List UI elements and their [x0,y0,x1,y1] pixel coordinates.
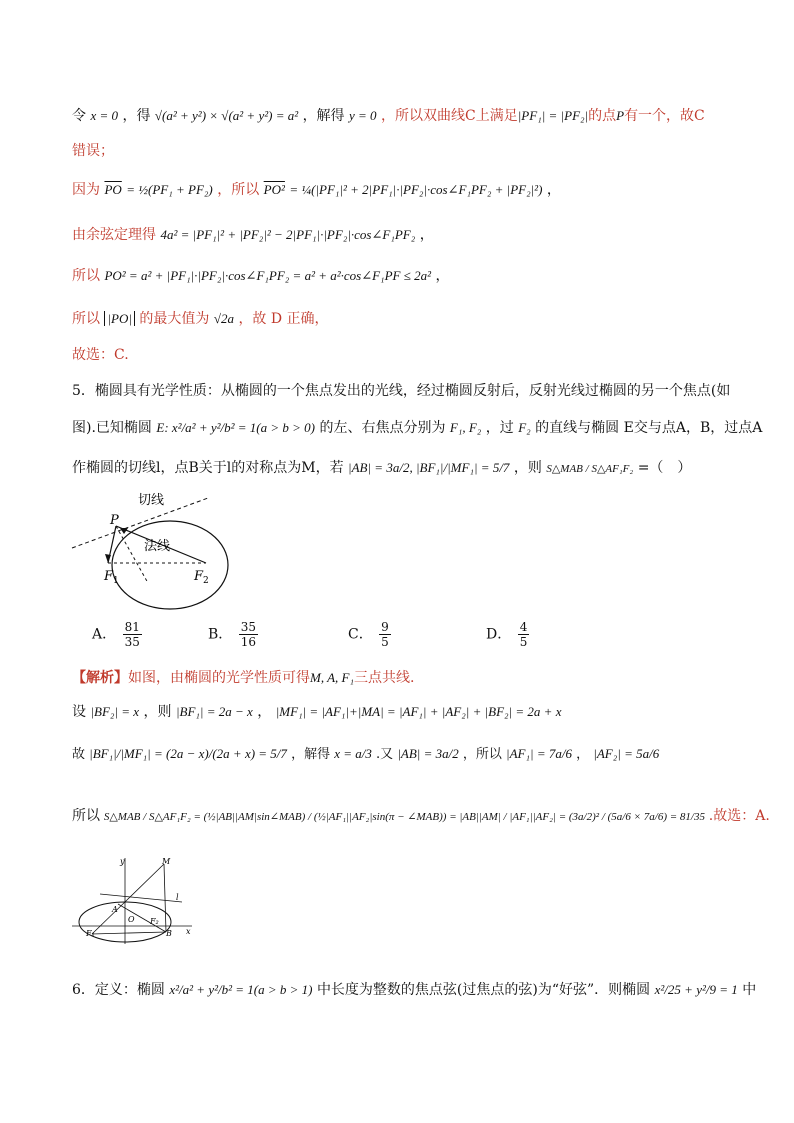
point-f2-label: F₂ [150,917,159,926]
line-f1-b [92,932,166,934]
formula: |AB| = 3a/2 [397,746,459,761]
point-m-label: M [162,857,171,866]
choice-label: D． [486,626,512,643]
choice-c [348,620,393,649]
formula: |BF₁| = 2a − x [175,704,253,719]
solution-line-5 [72,266,449,286]
y-label: y [120,857,125,866]
text: ，解得 [302,108,345,124]
text: ，所以 [462,747,502,762]
formula: M, A, F₁ [310,670,354,685]
text: 故 [72,747,86,762]
text: 令 [72,108,86,124]
text: 的最大值为 [139,311,210,327]
tangent-l [100,894,182,902]
text: ， [419,227,434,243]
formula: x = a/3 [334,746,372,761]
text: 三点共线. [354,670,415,686]
normal-label: 法线 [144,539,171,554]
text: .故选：A. [708,808,770,824]
text: ， [576,747,590,762]
text: 由余弦定理得 [72,227,156,243]
solution-figure [70,856,200,946]
formula: |MF₁| = |AF₁|+|MA| = |AF₁| + |AF₂| + |BF₂| = 2a + x [275,704,562,719]
formula: √(a² + y²) × √(a² + y²) = a² [154,108,299,123]
formula: F₁, F₂ [449,420,482,435]
text: 所以 [72,268,100,284]
formula: = ½(PF₁ + PF₂) [126,182,213,197]
formula: x²/a² + y²/b² = 1(a > b > 1) [169,982,313,997]
analysis-line-1 [72,668,414,688]
choice-label: C． [348,626,373,643]
line-m-b [164,864,166,932]
numerator: 4 [519,620,528,634]
text: .又 [376,747,394,762]
point-a-label: A [112,905,118,914]
fraction [379,620,391,649]
text: 所以 [72,311,100,327]
text: 中 [742,982,757,998]
text: 有一个，故C [624,108,705,124]
text: 作椭圆的切线l，点B关于l的对称点为M，若 [72,460,344,476]
fraction [239,620,258,649]
point-f2-subscript: 2 [203,576,209,586]
tangent-label: 切线 [138,493,165,508]
fraction [518,620,530,649]
formula: 4a² = |PF₁|² + |PF₂|² − 2|PF₁|·|PF₂|·cos∠F₁PF₂ [160,227,416,242]
text: 的直线与椭圆 [535,420,620,436]
point-f1-subscript: 1 [113,576,119,586]
solution-line-1 [72,106,705,126]
formula: |AF₁| = 7a/6 [506,746,572,761]
formula: |PO| [104,311,134,326]
text: ， [257,704,272,720]
numerator: 81 [124,620,140,634]
formula: x²/25 + y²/9 = 1 [654,982,738,997]
text: 中长度为整数的焦点弦(过焦点的弦)为“好弦”．则椭圆 [316,982,651,998]
solution-line-3 [72,180,561,200]
formula: √2a [213,311,234,326]
text: ，则 [513,460,542,476]
analysis-line-2 [72,702,561,722]
vector: $\overline{PO}$ [104,182,122,197]
choice-d [486,620,531,649]
denominator: 35 [124,635,140,649]
point-b-label: B [166,929,172,938]
analysis-heading: 【解析】 [72,670,128,686]
formula: S△MAB / S△AF₁F₂ = (½|AB||AM|sin∠MAB) / (½|AF₁||AF₂|sin(π − ∠MAB)) = |AB||AM| / |AF₁||AF₂| = (3a/2)² / (5a/6 × 7a/6) = 81/35 [103,811,705,823]
formula: = ¼(|PF₁|² + 2|PF₁|·|PF₂|·cos∠F₁PF₂ + |PF₂|²) [289,182,543,197]
line-l-label: l [176,893,179,902]
numerator: 35 [240,620,257,634]
text: ，得 [122,108,151,124]
denominator: 5 [519,635,528,649]
text: 因为 [72,182,100,198]
text: ，故 D 正确， [238,311,329,327]
x-label: x [186,927,191,936]
choice-label: A． [92,626,117,643]
text: 的左、右焦点分别为 [319,420,446,436]
text: ， [546,182,561,198]
formula: |AB| = 3a/2, |BF₁|/|MF₁| = 5/7 [348,460,510,475]
text: 6．定义：椭圆 [72,982,165,998]
solution-line-4 [72,225,434,245]
choice-b [208,620,260,649]
text: ，所以双曲线C上满足 [381,108,518,124]
origin-label: O [128,915,135,924]
vector: PO² [263,182,285,197]
text: ， [435,268,450,284]
formula: S△MAB / S△AF₁F₂ [546,463,634,475]
formula: y = 0 [349,108,377,123]
text: 设 [72,704,86,720]
text: ，所以 [217,182,260,198]
choice-a [92,620,144,649]
text: 的点 [588,108,617,124]
formula: P [616,108,625,123]
formula: |AF₂| = 5a/6 [593,746,660,761]
arrow-head [105,554,111,563]
fraction [123,620,142,649]
text: 如图，由椭圆的光学性质可得 [128,670,310,686]
ellipse [112,521,228,609]
normal-line [116,526,148,583]
text: ，解得 [291,747,331,762]
denominator: 5 [381,635,389,649]
denominator: 16 [240,635,257,649]
solution-line-6 [72,309,329,329]
solution-line-2: 错误； [72,143,114,159]
formula: F₂ [518,420,531,435]
text: 所以 [72,808,100,824]
text: ，过 [485,420,514,436]
choice-label: B． [208,626,233,643]
formula: |BF₂| = x [90,704,140,719]
point-f1-label: F [104,569,114,584]
formula: |PF₁| = |PF₂| [517,108,589,123]
ellipse-optics-figure [68,488,238,613]
question-5-line-2 [72,418,762,438]
question-6-line-1 [72,980,756,1000]
text: ，则 [143,704,172,720]
formula: E: x²/a² + y²/b² = 1(a > b > 0) [156,420,315,435]
analysis-line-4 [72,806,770,827]
question-5-line-1: 5．椭圆具有光学性质：从椭圆的一个焦点发出的光线，经过椭圆反射后，反射光线过椭圆的另一个焦点(如 [72,383,731,399]
analysis-line-3 [72,744,659,765]
point-f2-label: F [194,569,204,584]
formula: |BF₁|/|MF₁| = (2a − x)/(2a + x) = 5/7 [89,746,287,761]
point-f1-label: F₁ [86,929,95,938]
point-p-label: P [110,513,119,528]
answer-line: 故选：C. [72,347,129,363]
text: =（ ） [637,460,692,476]
text: 图).已知椭圆 [72,420,152,436]
formula: PO² = a² + |PF₁|·|PF₂|·cos∠F₁PF₂ = a² + a²·cos∠F₁PF ≤ 2a² [104,268,431,283]
text: E交与点A，B，过点A [623,420,763,436]
question-5-line-3 [72,458,691,479]
numerator: 9 [381,620,389,634]
formula: x = 0 [90,108,118,123]
